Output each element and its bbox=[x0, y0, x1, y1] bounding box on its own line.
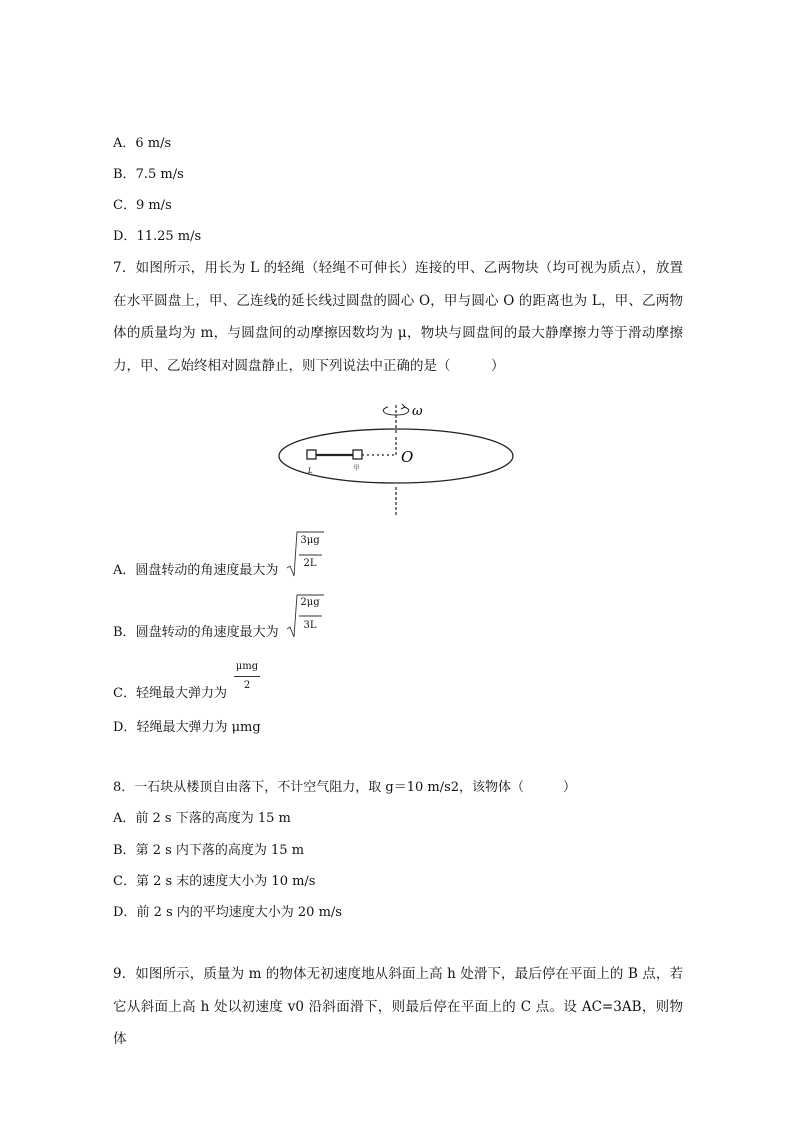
option-text: 圆盘转动的角速度最大为 bbox=[135, 625, 279, 640]
q8-stem: 8．一石块从楼顶自由落下，不计空气阻力，取 g＝10 m/s2，该物体（ ） bbox=[113, 780, 577, 795]
option-label: D． bbox=[113, 229, 137, 244]
q8-option-c bbox=[113, 874, 315, 890]
option-label: B． bbox=[113, 625, 136, 640]
q7-figure-rotating-disk bbox=[270, 395, 530, 520]
q7-stem: 7．如图所示，用长为 L 的轻绳（轻绳不可伸长）连接的甲、乙两物块（均可视为质点），放置在水平圆盘上，甲、乙连线的延长线过圆盘的圆心 O，甲与圆心 O 的距离也为 L，甲、乙两物体的质量均为 m，与圆盘间的动摩擦因数均为 μ，物块与圆盘间的最大静摩擦力等于滑动摩擦力，甲、乙始终相对圆盘静止，则下列说法中正确的是（ ） bbox=[113, 260, 683, 374]
length-mark-label: L bbox=[308, 467, 313, 475]
option-text: 前 2 s 内的平均速度大小为 20 m/s bbox=[136, 905, 342, 920]
option-label: B． bbox=[113, 843, 136, 858]
option-label: A． bbox=[113, 136, 136, 151]
q7-a-numerator: 3μg bbox=[300, 535, 320, 546]
option-text: 轻绳最大弹力为 μmg bbox=[136, 720, 261, 735]
option-text: 圆盘转动的角速度最大为 bbox=[135, 563, 279, 578]
q7-c-denominator: 2 bbox=[243, 680, 251, 691]
option-label: C． bbox=[113, 686, 136, 701]
option-label: C． bbox=[113, 874, 136, 889]
q7-option-a bbox=[113, 563, 278, 579]
q6-option-d bbox=[113, 229, 201, 245]
option-text: 前 2 s 下落的高度为 15 m bbox=[135, 811, 291, 826]
omega-label: ω bbox=[412, 404, 423, 419]
option-label: D． bbox=[113, 905, 137, 920]
q7-b-numerator: 2μg bbox=[300, 597, 320, 608]
option-text: 轻绳最大弹力为 bbox=[135, 686, 227, 701]
arrow-head-icon bbox=[401, 404, 405, 409]
q7-b-denominator: 3L bbox=[303, 620, 317, 631]
option-label: A． bbox=[113, 563, 136, 578]
q7-option-b bbox=[113, 625, 279, 641]
q7-c-fraction-bar bbox=[234, 676, 260, 677]
option-text: 7.5 m/s bbox=[135, 167, 184, 182]
option-text: 9 m/s bbox=[135, 198, 172, 213]
option-label: C． bbox=[113, 198, 136, 213]
option-text: 6 m/s bbox=[135, 136, 172, 151]
option-text: 第 2 s 末的速度大小为 10 m/s bbox=[135, 874, 316, 889]
q6-option-b bbox=[113, 167, 184, 183]
option-label: A． bbox=[113, 811, 136, 826]
q6-option-a bbox=[113, 136, 171, 152]
block-mark-label: 甲 bbox=[353, 464, 360, 472]
option-text: 11.25 m/s bbox=[136, 229, 202, 244]
option-text: 第 2 s 内下落的高度为 15 m bbox=[135, 843, 305, 858]
center-o-label: O bbox=[401, 448, 414, 466]
option-label: B． bbox=[113, 167, 136, 182]
q6-option-c bbox=[113, 198, 172, 214]
block-jia bbox=[353, 450, 362, 459]
q8-option-a bbox=[113, 811, 291, 827]
q7-option-c bbox=[113, 686, 227, 702]
q7-c-numerator: μmg bbox=[235, 661, 259, 672]
option-label: D． bbox=[113, 720, 137, 735]
q7-option-d bbox=[113, 720, 261, 736]
block-yi bbox=[307, 450, 316, 459]
q7-a-denominator: 2L bbox=[303, 558, 317, 569]
q8-option-d bbox=[113, 905, 342, 921]
q8-option-b bbox=[113, 843, 304, 859]
q9-stem: 9．如图所示，质量为 m 的物体无初速度地从斜面上高 h 处滑下，最后停在平面上的 B 点，若它从斜面上高 h 处以初速度 v0 沿斜面滑下，则最后停在平面上的 C 点。设 AC=3AB，则物体 bbox=[113, 966, 683, 1047]
